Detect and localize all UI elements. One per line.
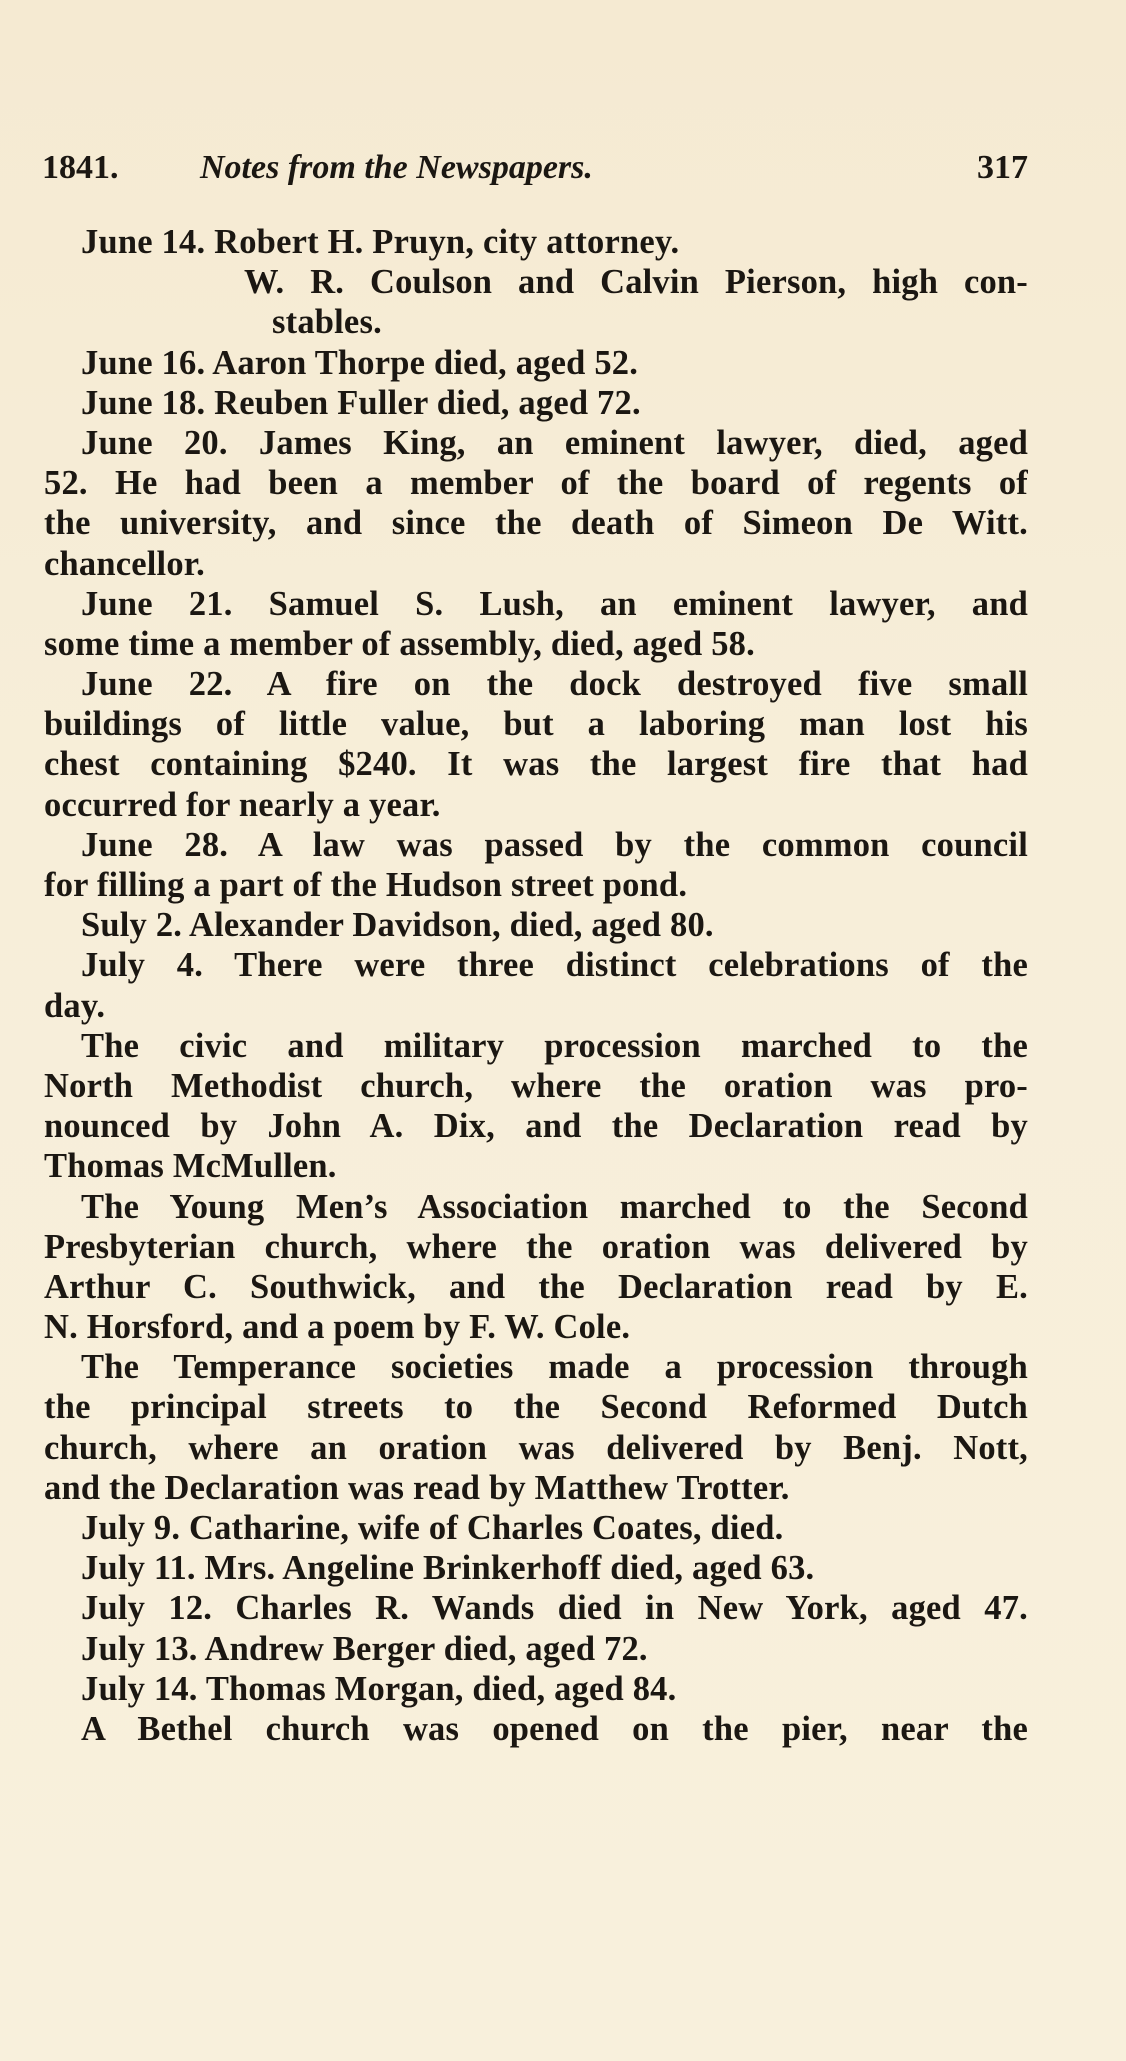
text-line: Thomas McMullen. bbox=[44, 1147, 337, 1186]
text-line: July 13. Andrew Berger died, aged 72. bbox=[81, 1629, 648, 1668]
text-line: June 16. Aaron Thorpe died, aged 52. bbox=[81, 343, 639, 382]
body-text bbox=[44, 222, 1028, 1749]
text-line: July 12. Charles R. Wands died in New York, aged 47. bbox=[81, 1589, 1028, 1628]
text-line: nounced by John A. Dix, and the Declaration read by bbox=[44, 1107, 1028, 1146]
text-line: The civic and military procession marched to the bbox=[81, 1026, 1028, 1065]
text-line: North Methodist church, where the oration was pro- bbox=[44, 1066, 1028, 1105]
text-line: stables. bbox=[272, 303, 382, 342]
text-line: day. bbox=[44, 986, 106, 1025]
header-year: 1841. bbox=[42, 149, 119, 186]
text-line: June 28. A law was passed by the common council bbox=[81, 825, 1028, 864]
text-line: W. R. Coulson and Calvin Pierson, high con- bbox=[244, 263, 1028, 302]
text-line: July 11. Mrs. Angeline Brinkerhoff died, aged 63. bbox=[81, 1549, 815, 1588]
text-line: July 9. Catharine, wife of Charles Coates, died. bbox=[81, 1509, 784, 1547]
text-line: June 20. James King, an eminent lawyer, died, aged bbox=[81, 423, 1028, 462]
text-line: Suly 2. Alexander Davidson, died, aged 80. bbox=[81, 906, 714, 945]
text-line: June 21. Samuel S. Lush, an eminent lawyer, and bbox=[81, 584, 1028, 623]
page-number: 317 bbox=[977, 149, 1028, 186]
text-line: and the Declaration was read by Matthew Trotter. bbox=[44, 1468, 790, 1507]
text-line: church, where an oration was delivered by Benj. Nott, bbox=[44, 1428, 1028, 1467]
text-line: The Young Men’s Association marched to the Second bbox=[81, 1187, 1028, 1226]
text-line: the principal streets to the Second Reformed Dutch bbox=[44, 1388, 1028, 1427]
text-line: 52. He had been a member of the board of regents of bbox=[44, 464, 1028, 503]
text-line: for filling a part of the Hudson street pond. bbox=[44, 866, 688, 904]
header-title: Notes from the Newspapers. bbox=[200, 149, 593, 186]
text-line: June 22. A fire on the dock destroyed five small bbox=[81, 665, 1028, 704]
text-line: Arthur C. Southwick, and the Declaration read by E. bbox=[44, 1267, 1028, 1306]
text-line: the university, and since the death of Simeon De Witt. bbox=[44, 504, 1028, 543]
text-line: July 4. There were three distinct celebrations of the bbox=[81, 946, 1028, 985]
text-line: June 14. Robert H. Pruyn, city attorney. bbox=[81, 223, 680, 261]
text-line: July 14. Thomas Morgan, died, aged 84. bbox=[81, 1669, 677, 1708]
text-line: buildings of little value, but a laboring man lost his bbox=[44, 705, 1028, 744]
text-line: The Temperance societies made a procession through bbox=[81, 1348, 1028, 1387]
text-line: chest containing $240. It was the largest fire that had bbox=[44, 745, 1028, 784]
text-line: N. Horsford, and a poem by F. W. Cole. bbox=[44, 1308, 631, 1347]
text-line: Presbyterian church, where the oration was delivered by bbox=[44, 1227, 1028, 1266]
text-line: June 18. Reuben Fuller died, aged 72. bbox=[81, 383, 641, 422]
text-line: A Bethel church was opened on the pier, near the bbox=[81, 1709, 1028, 1748]
running-head bbox=[42, 146, 1028, 190]
text-line: some time a member of assembly, died, aged 58. bbox=[44, 624, 755, 663]
text-line: chancellor. bbox=[44, 544, 205, 583]
text-line: occurred for nearly a year. bbox=[44, 785, 441, 824]
